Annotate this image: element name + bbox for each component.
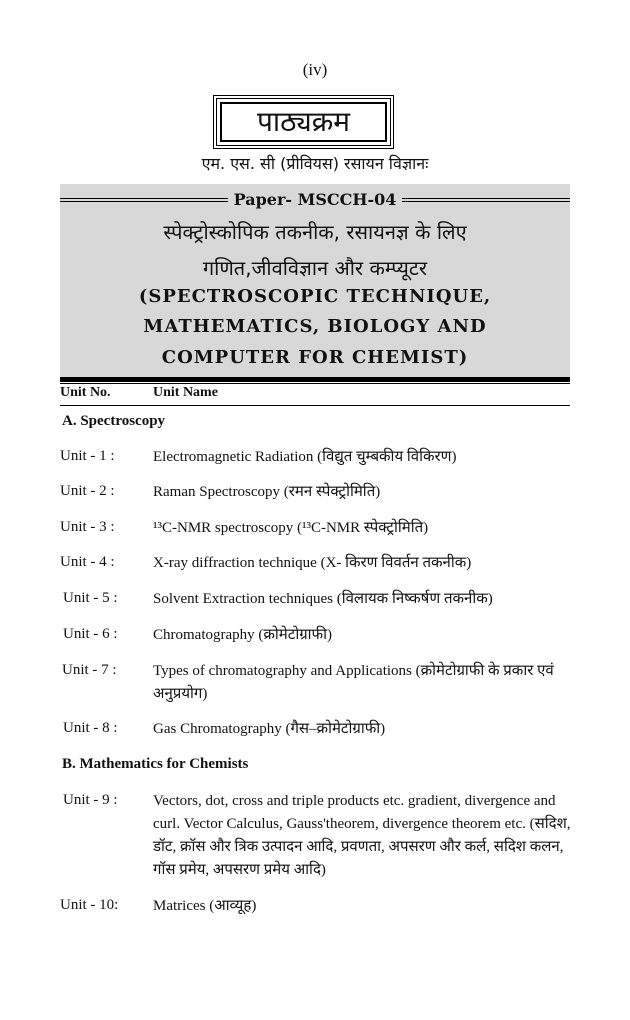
section-heading: A. Spectroscopy — [62, 413, 166, 429]
course-subtitle: एम. एस. सी (प्रीवियस) रसायन विज्ञानः — [201, 154, 429, 173]
unit-number: Unit - 7 : — [62, 662, 117, 678]
unit-number: Unit - 9 : — [63, 792, 118, 808]
page-number: (iv) — [302, 60, 328, 79]
hindi-title-2: गणित,जीवविज्ञान और कम्प्यूटर — [202, 256, 428, 280]
header-unit-no: Unit No. — [60, 385, 111, 400]
unit-name: Raman Spectroscopy (रमन स्पेक्ट्रोमिति) — [153, 484, 381, 500]
paper-code-line — [60, 190, 570, 209]
english-title-3: COMPUTER FOR CHEMIST) — [161, 347, 469, 368]
paper-title-box — [60, 184, 570, 382]
english-title-1: (SPECTROSCOPIC TECHNIQUE, — [138, 286, 492, 307]
divider — [60, 383, 570, 384]
unit-name: Electromagnetic Radiation (विद्युत चुम्बकीय विकिरण) — [153, 449, 457, 465]
section-heading: B. Mathematics for Chemists — [62, 756, 249, 772]
unit-number: Unit - 4 : — [60, 554, 115, 570]
hindi-title-1: स्पेक्ट्रोस्कोपिक तकनीक, रसायनज्ञ के लिए — [163, 220, 467, 244]
unit-name: X-ray diffraction technique (X- किरण विवर्तन तकनीक) — [153, 555, 472, 571]
unit-name: Vectors, dot, cross and triple products etc. gradient, divergence and curl. Vector Calculus, Gauss'theorem, divergence theorem etc. (सदिश, डॉट, क्रॉस और त्रिक उत्पादन आदि, प्रवणता, अपसरण और कर्ल, सदिश कलन, गॉस प्रमेय, अपसरण प्रमेय आदि) — [153, 793, 571, 878]
unit-number: Unit - 6 : — [63, 626, 118, 642]
unit-number: Unit - 3 : — [60, 519, 115, 535]
divider — [402, 198, 570, 202]
paper-code: Paper- MSCCH-04 — [233, 190, 397, 209]
unit-name: Gas Chromatography (गैस–क्रोमेटोग्राफी) — [153, 721, 386, 737]
unit-name: ¹³C-NMR spectroscopy (¹³C-NMR स्पेक्ट्रोमिति) — [153, 520, 429, 536]
unit-number: Unit - 2 : — [60, 483, 115, 499]
divider — [60, 405, 570, 406]
unit-name: Matrices (आव्यूह) — [153, 898, 257, 914]
unit-name: Solvent Extraction techniques (विलायक निष्कर्षण तकनीक) — [153, 591, 493, 607]
header-unit-name: Unit Name — [153, 385, 218, 400]
unit-number: Unit - 1 : — [60, 448, 115, 464]
syllabus-title: पाठ्यक्रम — [213, 95, 394, 149]
unit-number: Unit - 10: — [60, 897, 119, 913]
unit-name: Types of chromatography and Applications (क्रोमेटोग्राफी के प्रकार एवं अनुप्रयोग) — [153, 663, 554, 702]
unit-name: Chromatography (क्रोमेटोग्राफी) — [153, 627, 333, 643]
unit-number: Unit - 5 : — [63, 590, 118, 606]
english-title-2: MATHEMATICS, BIOLOGY AND — [143, 316, 487, 337]
divider — [60, 198, 228, 202]
unit-number: Unit - 8 : — [63, 720, 118, 736]
